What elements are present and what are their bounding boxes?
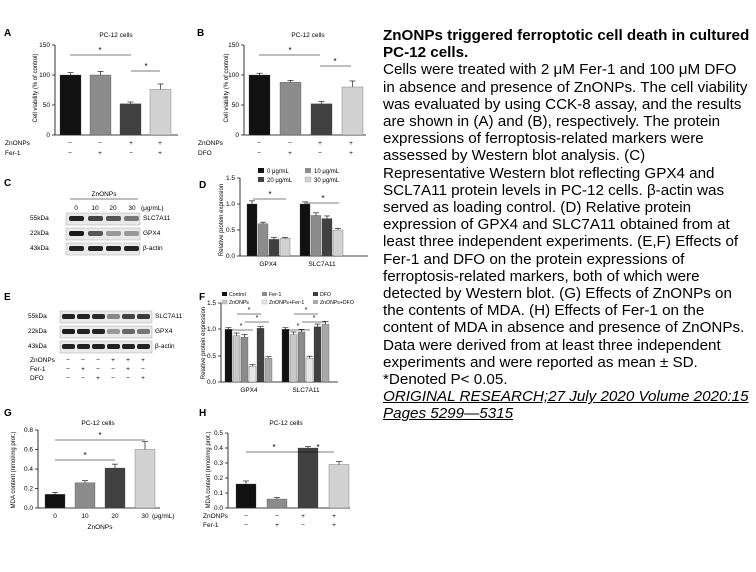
panel-g-sig-star: * xyxy=(98,431,102,440)
chart-bar xyxy=(290,335,297,382)
panel-h xyxy=(199,408,350,529)
panel-e-sign: + xyxy=(126,357,130,364)
panel-b-sign: + xyxy=(288,150,292,157)
blot-band xyxy=(88,246,103,251)
panel-a-row1-label: ZnONPs xyxy=(5,140,30,147)
panel-e-sign: − xyxy=(96,357,100,364)
panel-g-sig-star: * xyxy=(83,451,87,460)
panel-e-sign: + xyxy=(96,375,100,382)
panel-h-sign: + xyxy=(301,513,305,520)
panel-c-band-name: GPX4 xyxy=(143,230,161,237)
blot-band xyxy=(92,314,105,319)
panel-e-kda: 22kDa xyxy=(28,328,47,335)
panel-a-row2-label: Fer-1 xyxy=(5,150,21,157)
panel-h-sign: − xyxy=(244,513,248,520)
blot-band xyxy=(107,314,120,319)
blot-band xyxy=(106,246,121,251)
panel-b-ytick-label: 100 xyxy=(228,72,239,79)
legend-swatch xyxy=(305,168,311,173)
panel-a-sign: − xyxy=(68,140,72,147)
blot-band xyxy=(77,314,90,319)
panel-d-ylabel: Relative protein expression xyxy=(219,183,225,257)
panel-d-legend-label: 20 μg/mL xyxy=(267,178,293,184)
panel-c-kda: 43kDa xyxy=(30,245,49,252)
panel-e-signs xyxy=(66,357,145,382)
blot-band xyxy=(88,216,103,221)
legend-swatch xyxy=(222,292,227,296)
chart-bar xyxy=(314,327,321,382)
blot-band xyxy=(106,231,121,236)
chart-bar xyxy=(90,75,111,135)
panel-e-sign: + xyxy=(81,366,85,373)
panel-g-bars xyxy=(45,442,155,508)
blot-band xyxy=(69,246,84,251)
panel-g-ytick-label: 0.6 xyxy=(23,446,33,454)
caption-title: ZnONPs triggered ferroptotic cell death in cultured PC-12 cells. xyxy=(383,27,750,62)
panel-g-title: PC-12 cells xyxy=(81,420,115,427)
panel-a-sign: + xyxy=(158,140,162,147)
legend-swatch xyxy=(262,292,267,296)
caption-body: Cells were treated with 2 μM Fer-1 and 100 μM DFO in absence and presence of ZnONPs. The cell viability was evaluated by using CCK-8 assay, and the results are shown in (A) and (B), respectively. The protein expressions of ferroptosis-related markers were assessed by Western blot analysis. (C) Representative Western blot reflecting GPX4 and SCL7A11 protein levels in PC-12 cells. β-actin was served as loading control. (D) Relative protein expression of GPX4 and SLC7A11 obtained from at least three independent experiments. (E,F) Effects of Fer-1 and DFO on the protein expressions of ferroptosis-related markers, both of which were detected by Western blot. (G) Effects of ZnONPs on the contents of MDA. (H) Effects of Fer-1 on the content of MDA in absence and presence of ZnONPs. Data were derived from at least three independent experiments and were reported as mean ± SD. *Denoted P< 0.05. xyxy=(383,61,748,389)
panel-f-legend-label: Control xyxy=(229,292,246,298)
panel-b-sig-star: * xyxy=(288,46,292,55)
chart-bar xyxy=(241,337,248,382)
panel-c-dose: 30 xyxy=(128,205,136,212)
panel-a-sign: + xyxy=(129,140,133,147)
panel-letter-e: E xyxy=(4,292,11,303)
panel-d-ytick-label: 1.0 xyxy=(225,201,235,208)
panel-b-sign: + xyxy=(318,140,322,147)
panel-c-band-name: β-actin xyxy=(143,245,163,252)
chart-bar xyxy=(298,332,305,382)
chart-bar xyxy=(311,104,332,135)
chart-bar xyxy=(225,329,232,382)
panel-f-sig-star: * xyxy=(239,323,243,330)
panel-h-ylabel: MDA content (nmol/mg prot.) xyxy=(206,431,212,509)
panel-c-band-name: SLC7A11 xyxy=(143,215,171,222)
legend-swatch xyxy=(258,177,264,182)
panel-e-row-label: DFO xyxy=(30,375,44,382)
panel-h-ytick-label: 0.3 xyxy=(213,460,223,467)
panel-d-sig-star: * xyxy=(321,194,325,203)
panel-e xyxy=(4,292,183,382)
panel-f-legend-label: ZnONPs+Fer-1 xyxy=(269,300,305,306)
panel-e-band-name: β-actin xyxy=(155,343,175,350)
panel-a-ylabel: Cell viability (% of control) xyxy=(33,53,39,123)
panel-h-ytick-label: 0.2 xyxy=(213,475,223,482)
chart-bar xyxy=(249,366,256,382)
panel-c-dose: 20 xyxy=(109,205,117,212)
blot-band xyxy=(137,344,150,349)
blot-band xyxy=(69,231,84,236)
panel-c-kda: 55kDa xyxy=(30,215,49,222)
blot-band xyxy=(137,314,150,319)
panel-letter-f: F xyxy=(199,292,206,303)
chart-bar xyxy=(311,215,321,256)
panel-d-legend-label: 10 μg/mL xyxy=(314,169,340,175)
blot-band xyxy=(122,344,135,349)
panel-h-ytick-label: 0.1 xyxy=(213,490,223,497)
panel-a-sig-star: * xyxy=(144,62,148,71)
panel-f-ytick-label: 1.5 xyxy=(206,300,216,307)
chart-bar xyxy=(150,89,171,135)
panel-f-legend-label: ZnONPs+DFO xyxy=(320,300,354,306)
panel-h-sign: − xyxy=(301,522,305,529)
panel-e-kda: 55kDa xyxy=(28,313,47,320)
blot-band xyxy=(124,216,139,221)
chart-bar xyxy=(75,483,95,508)
caption-source-link[interactable]: ORIGINAL RESEARCH;27 July 2020 Volume 2020:15 Pages 5299—5315 xyxy=(383,388,749,423)
panel-e-sign: − xyxy=(66,357,70,364)
chart-bar xyxy=(342,87,363,135)
panel-d-sig-star: * xyxy=(268,190,272,199)
chart-bar xyxy=(249,75,270,135)
blot-band xyxy=(122,314,135,319)
chart-bar xyxy=(322,324,329,382)
panel-a-ytick-label: 50 xyxy=(42,102,50,109)
panel-h-sig-star: * xyxy=(316,443,320,452)
panel-h-sign: − xyxy=(275,513,279,520)
panel-g-xtick-label: 0 xyxy=(53,513,57,520)
panel-h-sign: + xyxy=(332,513,336,520)
panel-b-ylabel: Cell viability (% of control) xyxy=(224,53,230,123)
panel-g-ytick-label: 0.2 xyxy=(23,485,33,493)
blot-band xyxy=(106,216,121,221)
chart-bar xyxy=(45,494,65,508)
panel-f-xlabel: GPX4 xyxy=(240,387,258,394)
panel-f-legend-label: DFO xyxy=(320,292,331,298)
panel-d-legend-label: 0 μg/mL xyxy=(267,169,289,175)
panel-e-row-label: ZnONPs xyxy=(30,357,55,364)
panel-f-ytick-label: 0.0 xyxy=(206,379,216,386)
legend-swatch xyxy=(305,177,311,182)
panel-e-sign: − xyxy=(141,366,145,373)
panel-f-xlabel: SLC7A11 xyxy=(292,387,320,394)
panel-a-ytick-label: 150 xyxy=(39,42,50,49)
panel-g-ytick-label: 0.0 xyxy=(23,505,33,512)
panel-a-sign: − xyxy=(68,150,72,157)
panel-h-ytick-label: 0.0 xyxy=(213,505,223,512)
panel-g-xgroup: ZnONPs xyxy=(87,524,113,531)
panel-h-sig-star: * xyxy=(272,443,276,452)
panel-f-sig-star: * xyxy=(247,307,251,314)
panel-a-sign: + xyxy=(98,150,102,157)
blot-band xyxy=(92,329,105,334)
panel-letter-d: D xyxy=(199,180,207,191)
panel-b-sig-star: * xyxy=(333,57,337,66)
panel-e-sign: − xyxy=(66,375,70,382)
panel-h-row2-label: Fer-1 xyxy=(203,522,219,529)
chart-bar xyxy=(233,336,240,382)
blot-band xyxy=(77,344,90,349)
chart-bar xyxy=(298,448,318,508)
panel-f-ytick-label: 1.0 xyxy=(206,326,216,333)
panel-e-kda: 43kDa xyxy=(28,343,47,350)
panel-b-sign: + xyxy=(349,150,353,157)
chart-bar xyxy=(282,329,289,382)
blot-band xyxy=(92,344,105,349)
blot-band xyxy=(107,344,120,349)
panel-a xyxy=(4,28,178,157)
figure-svg xyxy=(0,0,378,567)
chart-bar xyxy=(236,484,256,508)
panel-b-sign: − xyxy=(257,150,261,157)
panel-d-ytick-label: 0.5 xyxy=(225,227,235,234)
panel-f-ylabel: Relative protein expression xyxy=(201,306,207,380)
panel-h-bars xyxy=(236,447,349,509)
panel-b-sign: − xyxy=(257,140,261,147)
panel-g-ytick-label: 0.4 xyxy=(23,466,33,473)
panel-d-xlabel: GPX4 xyxy=(259,261,277,268)
chart-bar xyxy=(306,358,313,382)
panel-b-ytick-label: 150 xyxy=(228,42,239,49)
panel-f-legend-label: ZnONPs xyxy=(229,300,249,306)
legend-swatch xyxy=(313,292,318,296)
panel-a-ytick-label: 100 xyxy=(39,72,50,79)
panel-h-row1-label: ZnONPs xyxy=(203,513,228,520)
panel-e-sign: + xyxy=(126,366,130,373)
panel-b-title: PC-12 cells xyxy=(291,32,325,39)
blot-band xyxy=(107,329,120,334)
panel-h-sign: + xyxy=(332,522,336,529)
figure-caption xyxy=(383,27,751,423)
panel-c-kda: 22kDa xyxy=(30,230,49,237)
blot-band xyxy=(62,329,75,334)
chart-bar xyxy=(247,204,257,256)
panel-h-sign: − xyxy=(244,522,248,529)
panel-b-sign: − xyxy=(288,140,292,147)
chart-bar xyxy=(120,104,141,135)
panel-f-sig-star: * xyxy=(296,323,300,330)
legend-swatch xyxy=(222,300,227,304)
panel-g-ylabel: MDA content (nmol/mg prot.) xyxy=(11,431,17,509)
chart-bar xyxy=(135,450,155,509)
panel-b-row1-label: ZnONPs xyxy=(198,140,223,147)
chart-bar xyxy=(267,499,287,508)
panel-a-sign: − xyxy=(129,150,133,157)
panel-c-dose: 0 xyxy=(74,205,78,212)
chart-bar xyxy=(257,328,264,382)
panel-e-sign: − xyxy=(81,357,85,364)
panel-f-legend xyxy=(222,292,354,306)
panel-e-sign: + xyxy=(111,357,115,364)
panel-c-unit: (μg/mL) xyxy=(141,205,164,212)
panel-g-ytick-label: 0.8 xyxy=(23,427,33,434)
panel-d-ytick-label: 1.5 xyxy=(225,175,235,182)
panel-a-title: PC-12 cells xyxy=(99,32,133,39)
panel-d xyxy=(199,168,368,268)
panel-d-legend-label: 30 μg/mL xyxy=(314,178,340,184)
panel-b-bars xyxy=(249,73,363,135)
panel-e-sign: − xyxy=(126,375,130,382)
panel-a-bars xyxy=(60,71,171,135)
panel-d-bars xyxy=(247,201,343,256)
panel-h-title: PC-12 cells xyxy=(269,420,303,427)
blot-band xyxy=(88,231,103,236)
panel-c xyxy=(4,178,171,255)
panel-g-xtick-label: 30 xyxy=(141,513,149,520)
chart-bar xyxy=(280,82,301,135)
panel-g-xtick-label: 20 xyxy=(111,513,119,520)
blot-band xyxy=(62,344,75,349)
panel-a-sign: + xyxy=(158,150,162,157)
panel-letter-a: A xyxy=(4,28,12,39)
panel-h-ytick-label: 0.5 xyxy=(213,430,223,437)
panel-e-band-name: GPX4 xyxy=(155,328,173,335)
panel-e-sign: − xyxy=(111,366,115,373)
panel-g xyxy=(4,408,175,531)
panel-letter-h: H xyxy=(199,408,207,419)
panel-e-sign: − xyxy=(66,366,70,373)
panel-c-dose: 10 xyxy=(91,205,99,212)
panel-e-sign: + xyxy=(141,375,145,382)
panel-b-row2-label: DFO xyxy=(198,150,212,157)
blot-band xyxy=(124,231,139,236)
panel-e-sign: − xyxy=(111,375,115,382)
blot-band xyxy=(124,246,139,251)
panel-b-ytick-label: 0 xyxy=(235,132,239,139)
panel-f-sig-star: * xyxy=(312,315,316,322)
panel-e-sign: + xyxy=(141,357,145,364)
panel-f xyxy=(199,292,354,394)
chart-bar xyxy=(280,238,290,256)
panel-e-sign: − xyxy=(96,366,100,373)
panel-f-sig-star: * xyxy=(304,307,308,314)
panel-e-row-label: Fer-1 xyxy=(30,366,46,373)
chart-bar xyxy=(329,465,349,509)
panel-f-ytick-label: 0.5 xyxy=(206,353,216,360)
panel-e-band-name: SLC7A11 xyxy=(155,313,183,320)
legend-swatch xyxy=(262,300,267,304)
panel-letter-c: C xyxy=(4,178,12,189)
panel-g-xtick-label: 10 xyxy=(81,513,89,520)
panel-e-sign: − xyxy=(81,375,85,382)
legend-swatch xyxy=(313,300,318,304)
chart-bar xyxy=(105,468,125,508)
panel-b-sign: + xyxy=(349,140,353,147)
chart-bar xyxy=(60,75,81,135)
panel-h-sign: + xyxy=(275,522,279,529)
chart-bar xyxy=(269,239,279,256)
panel-a-ytick-label: 0 xyxy=(46,132,50,139)
panel-c-group-label: ZnONPs xyxy=(91,191,117,198)
figure-panels xyxy=(0,0,378,567)
blot-band xyxy=(77,329,90,334)
panel-letter-b: B xyxy=(197,28,205,39)
chart-bar xyxy=(258,224,268,256)
blot-band xyxy=(137,329,150,334)
blot-band xyxy=(62,314,75,319)
panel-a-sig-star: * xyxy=(98,46,102,55)
panel-f-legend-label: Fer-1 xyxy=(269,292,282,298)
blot-band xyxy=(69,216,84,221)
chart-bar xyxy=(300,204,310,256)
panel-b xyxy=(197,28,366,157)
blot-band xyxy=(122,329,135,334)
panel-d-xlabel: SLC7A11 xyxy=(308,261,336,268)
panel-g-unit: (μg/mL) xyxy=(152,513,175,520)
chart-bar xyxy=(333,230,343,256)
panel-a-sign: − xyxy=(98,140,102,147)
panel-h-ytick-label: 0.4 xyxy=(213,445,223,452)
panel-f-bars xyxy=(225,321,329,382)
panel-b-ytick-label: 50 xyxy=(231,102,239,109)
panel-d-ytick-label: 0.0 xyxy=(225,253,235,260)
panel-letter-g: G xyxy=(4,408,12,419)
panel-f-sig-star: * xyxy=(255,315,259,322)
legend-swatch xyxy=(258,168,264,173)
chart-bar xyxy=(265,358,272,382)
chart-bar xyxy=(322,219,332,256)
panel-b-sign: − xyxy=(318,150,322,157)
